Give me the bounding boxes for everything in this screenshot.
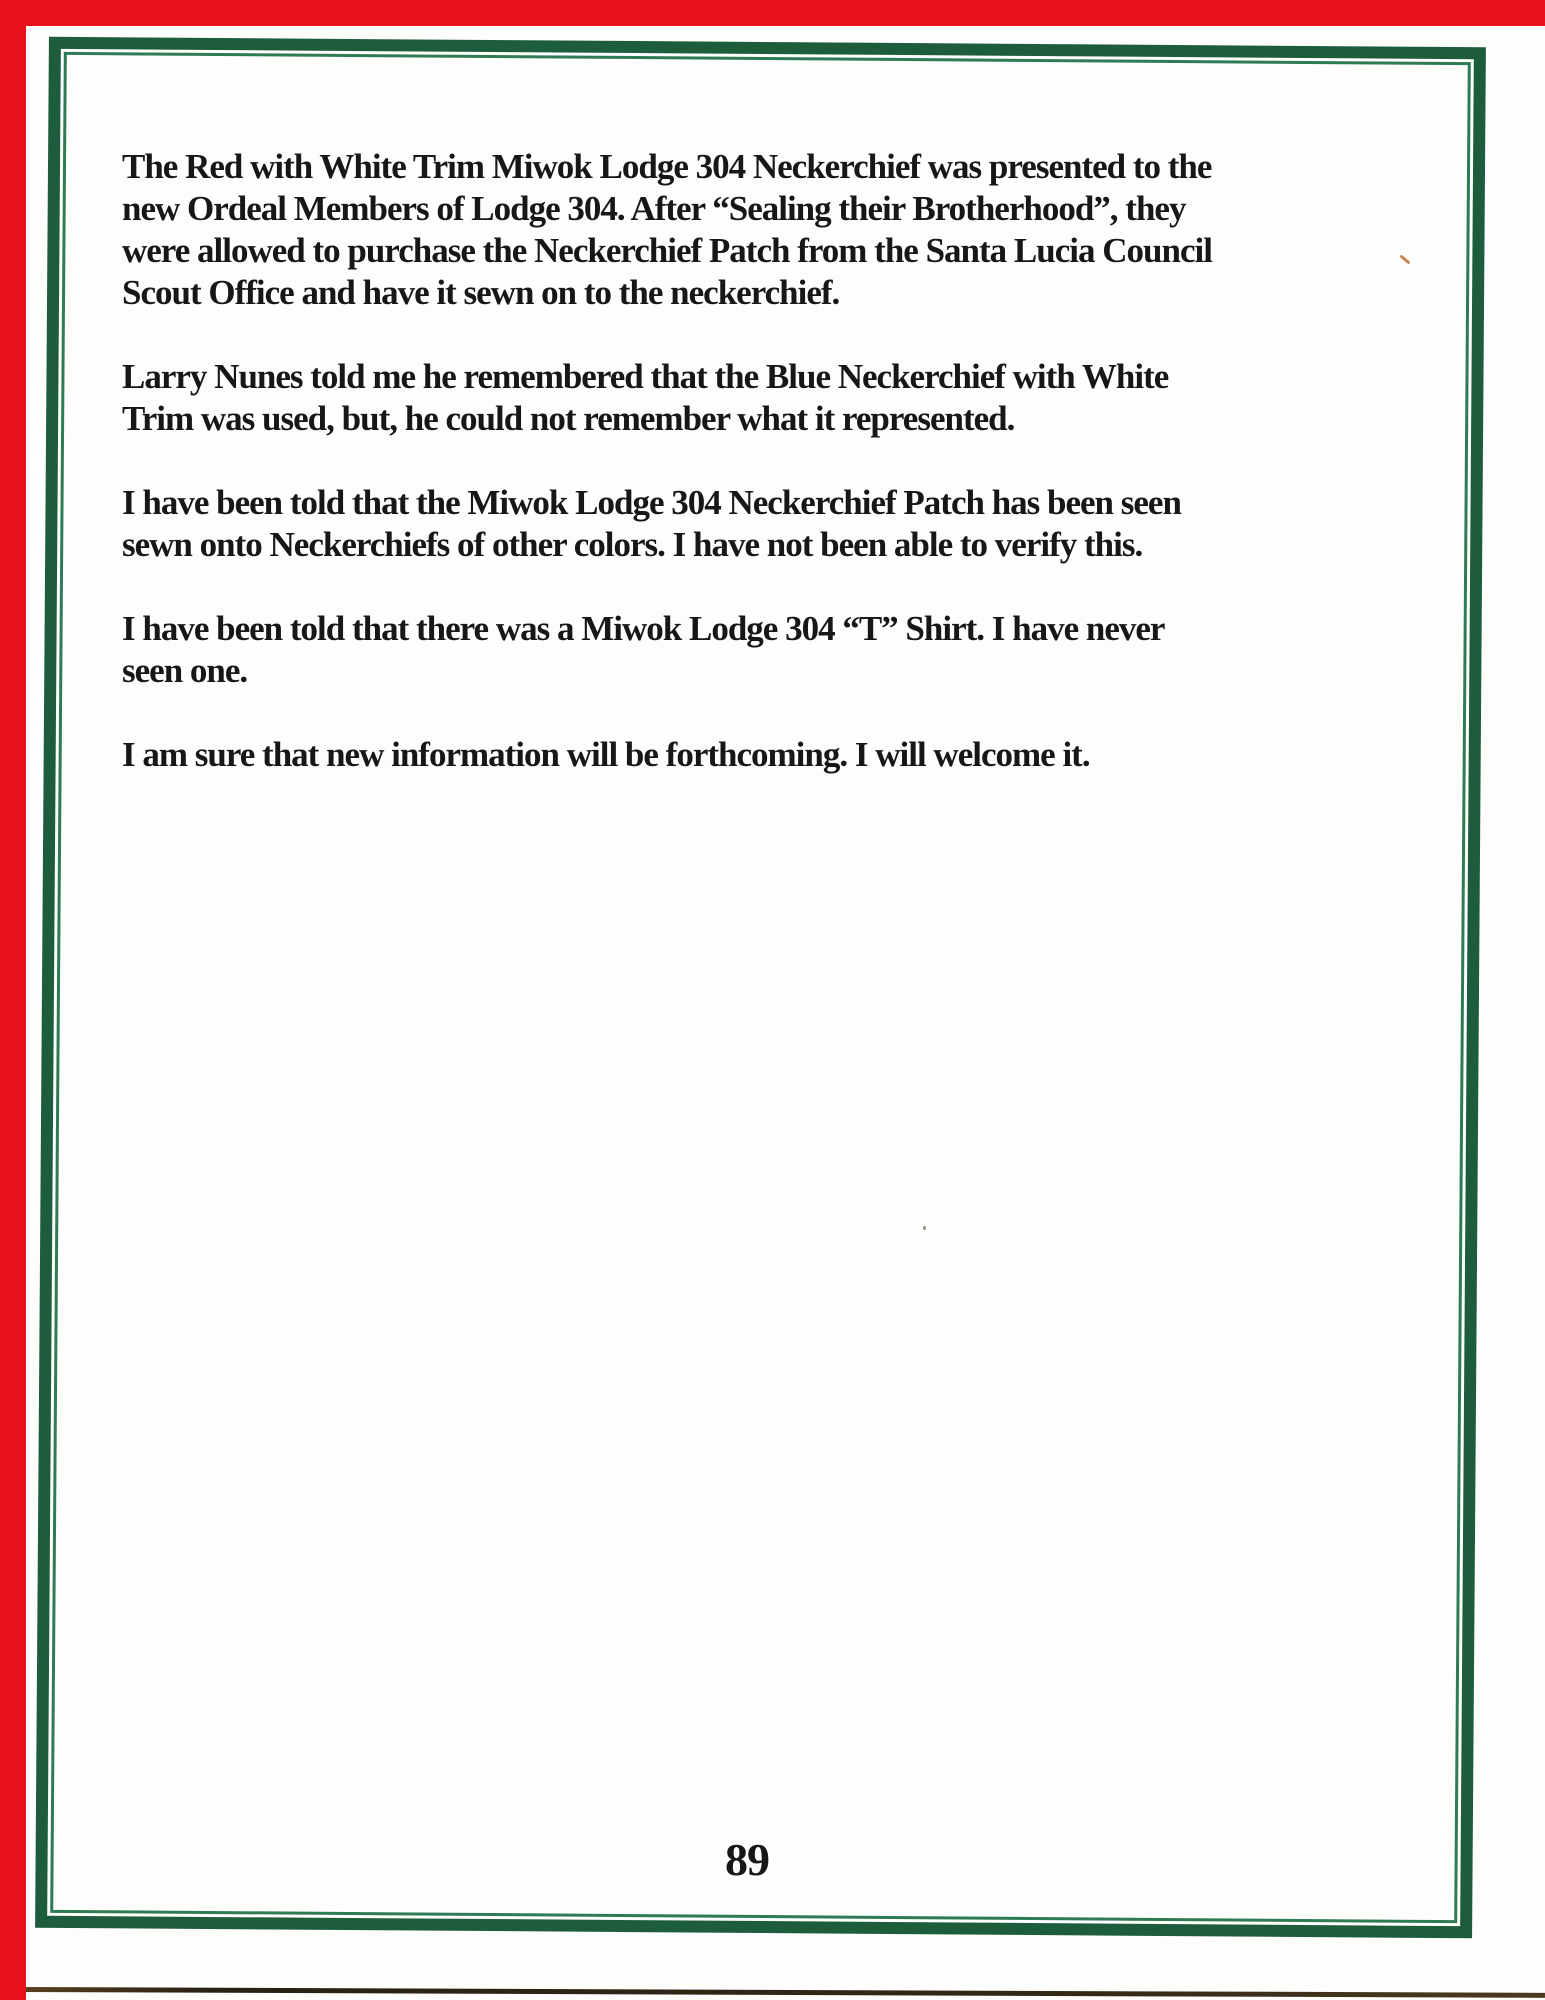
text-line: The Red with White Trim Miwok Lodge 304 Neckerchief was presented to the [122,147,1212,186]
text-line: new Ordeal Members of Lodge 304. After “Sealing their Brotherhood”, they [122,189,1186,228]
text-line: I have been told that the Miwok Lodge 304 Neckerchief Patch has been seen [122,483,1181,522]
scan-edge-red-top [0,0,1545,26]
text-line: Trim was used, but, he could not remember what it represented. [122,399,1015,438]
paragraph-new-information [122,734,1432,776]
text-line: were allowed to purchase the Neckerchief Patch from the Santa Lucia Council [122,231,1212,270]
text-line: I have been told that there was a Miwok Lodge 304 “T” Shirt. I have never [122,609,1165,648]
paragraph-t-shirt [122,608,1432,692]
scan-dust-speck [923,1226,926,1230]
paragraph-larry-nunes [122,356,1432,440]
paragraph-patch-other-colors [122,482,1432,566]
text-line: I am sure that new information will be forthcoming. I will welcome it. [122,735,1090,774]
page-number: 89 [725,1834,769,1885]
text-line: sewn onto Neckerchiefs of other colors. I have not been able to verify this. [122,525,1143,564]
scan-edge-red-left [0,0,26,2000]
scan-edge-bottom-line [18,1987,1545,1998]
text-line: Larry Nunes told me he remembered that the Blue Neckerchief with White [122,357,1169,396]
paragraph-neckerchief-presented [122,146,1432,314]
document-text-block [122,146,1432,818]
text-line: seen one. [122,651,248,690]
text-line: Scout Office and have it sewn on to the neckerchief. [122,273,840,312]
